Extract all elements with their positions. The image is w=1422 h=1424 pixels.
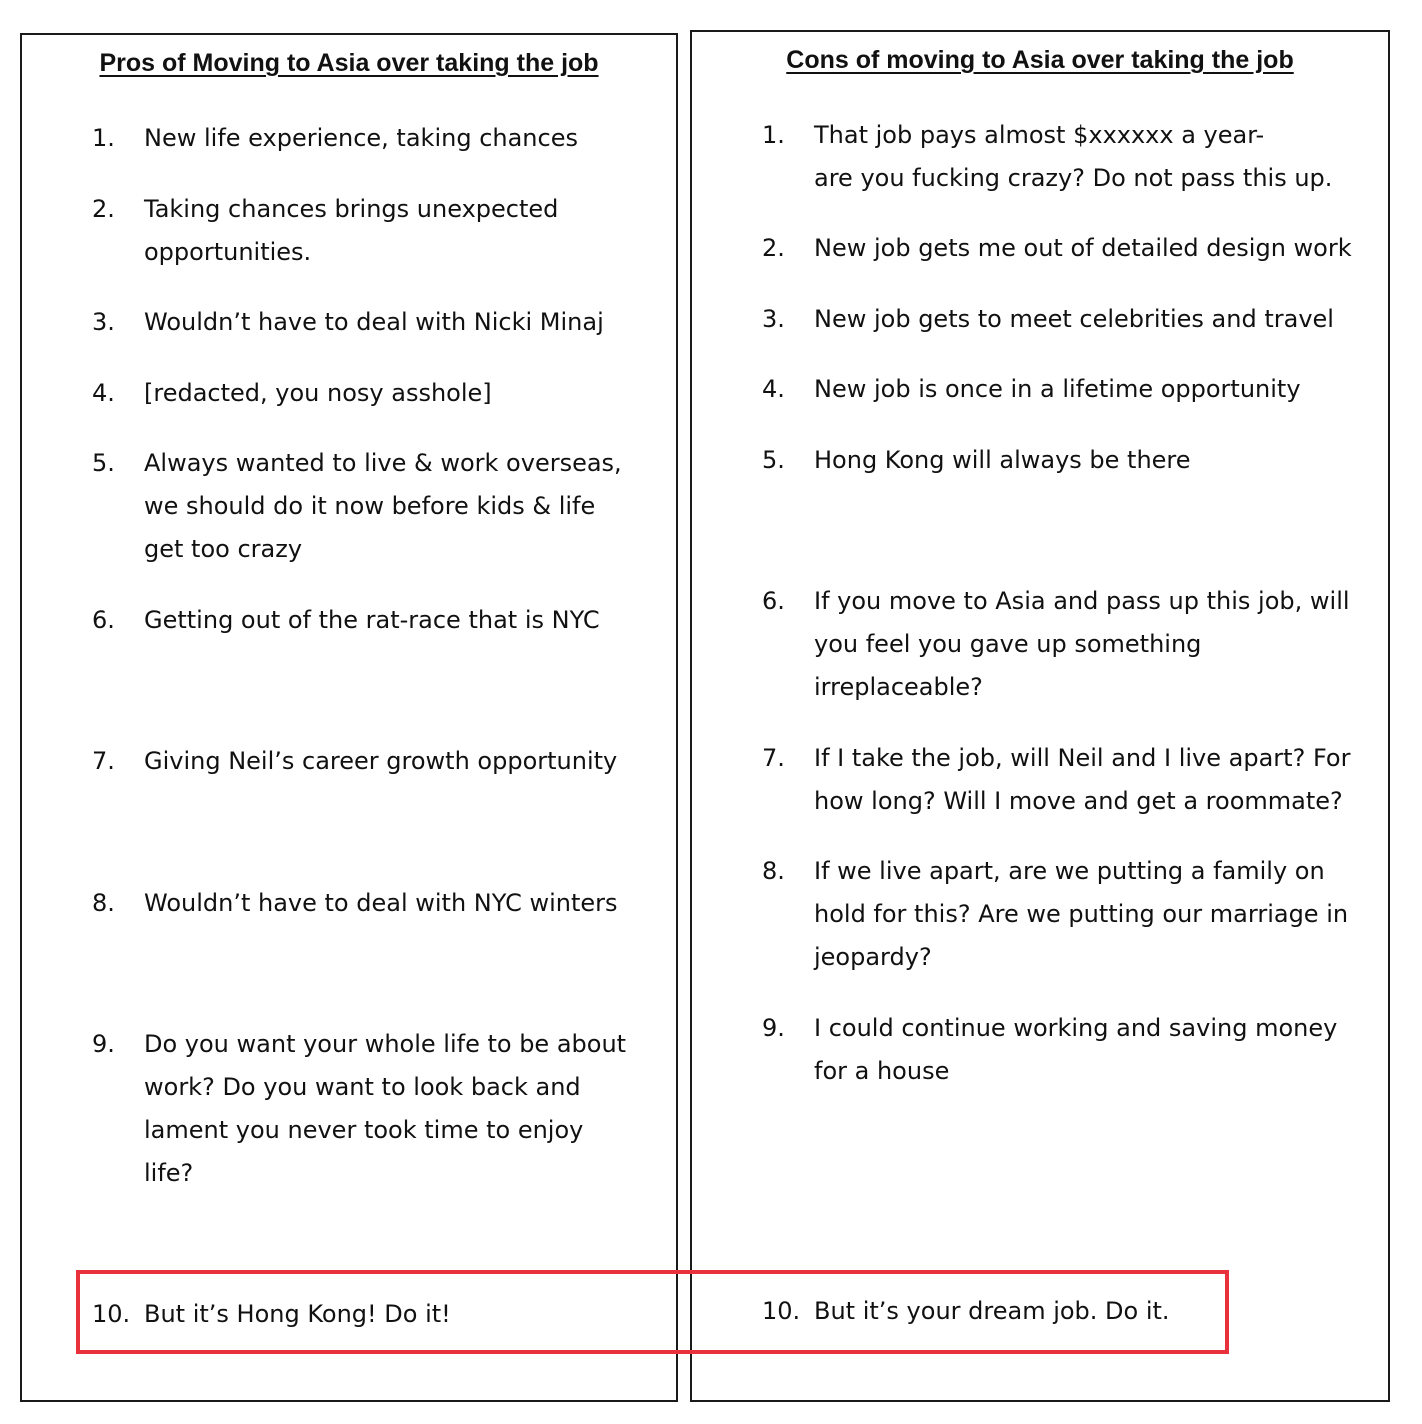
- pros-item-number: 2.: [92, 195, 115, 223]
- pros-item-text: Always wanted to live & work overseas, we should do it now before kids & life get too crazy: [144, 449, 622, 563]
- pros-item-number: 10.: [92, 1300, 131, 1328]
- cons-item-number: 3.: [762, 305, 785, 333]
- pros-panel: [20, 33, 678, 1402]
- cons-item-number: 7.: [762, 744, 785, 772]
- cons-item-text: I could continue working and saving money for a house: [814, 1014, 1338, 1085]
- cons-title: Cons of moving to Asia over taking the job: [786, 46, 1294, 74]
- pros-item-text: New life experience, taking chances: [144, 124, 578, 152]
- cons-item-number: 2.: [762, 234, 785, 262]
- cons-item-number: 10.: [762, 1297, 801, 1325]
- pros-item-text: Taking chances brings unexpected opportunities.: [144, 195, 559, 266]
- pros-item-text: Giving Neil’s career growth opportunity: [144, 747, 618, 775]
- pros-item-text: [redacted, you nosy asshole]: [144, 379, 492, 407]
- cons-item-text: New job gets me out of detailed design work: [814, 234, 1352, 262]
- cons-item-text: Hong Kong will always be there: [814, 446, 1191, 474]
- pros-item-text: Do you want your whole life to be about work? Do you want to look back and lament you never took time to enjoy life?: [144, 1030, 627, 1187]
- cons-item-text: New job is once in a lifetime opportunity: [814, 375, 1301, 403]
- cons-item-text: If we live apart, are we putting a family on hold for this? Are we putting our marriage in jeopardy?: [814, 857, 1349, 971]
- pros-item-number: 7.: [92, 747, 115, 775]
- cons-item-text: That job pays almost $xxxxxx a year- are you fucking crazy? Do not pass this up.: [814, 121, 1333, 192]
- pros-item-number: 8.: [92, 889, 115, 917]
- pros-item-number: 9.: [92, 1030, 115, 1058]
- cons-panel: [690, 30, 1390, 1402]
- pros-item-text: Wouldn’t have to deal with NYC winters: [144, 889, 618, 917]
- pros-item-number: 3.: [92, 308, 115, 336]
- cons-item-number: 8.: [762, 857, 785, 885]
- pros-item-number: 1.: [92, 124, 115, 152]
- cons-item-text: If I take the job, will Neil and I live apart? For how long? Will I move and get a roommate?: [814, 744, 1351, 815]
- cons-item-number: 6.: [762, 587, 785, 615]
- cons-item-text: But it’s your dream job. Do it.: [814, 1297, 1170, 1325]
- pros-title: Pros of Moving to Asia over taking the job: [99, 49, 599, 77]
- cons-item-number: 4.: [762, 375, 785, 403]
- cons-item-number: 5.: [762, 446, 785, 474]
- cons-item-text: New job gets to meet celebrities and travel: [814, 305, 1334, 333]
- pros-item-text: Getting out of the rat-race that is NYC: [144, 606, 600, 634]
- pros-item-number: 6.: [92, 606, 115, 634]
- pros-item-number: 5.: [92, 449, 115, 477]
- cons-item-text: If you move to Asia and pass up this job, will you feel you gave up something irreplaceable?: [814, 587, 1350, 701]
- cons-item-number: 9.: [762, 1014, 785, 1042]
- pros-item-number: 4.: [92, 379, 115, 407]
- pros-item-text: But it’s Hong Kong! Do it!: [144, 1300, 451, 1328]
- cons-item-number: 1.: [762, 121, 785, 149]
- pros-item-text: Wouldn’t have to deal with Nicki Minaj: [144, 308, 604, 336]
